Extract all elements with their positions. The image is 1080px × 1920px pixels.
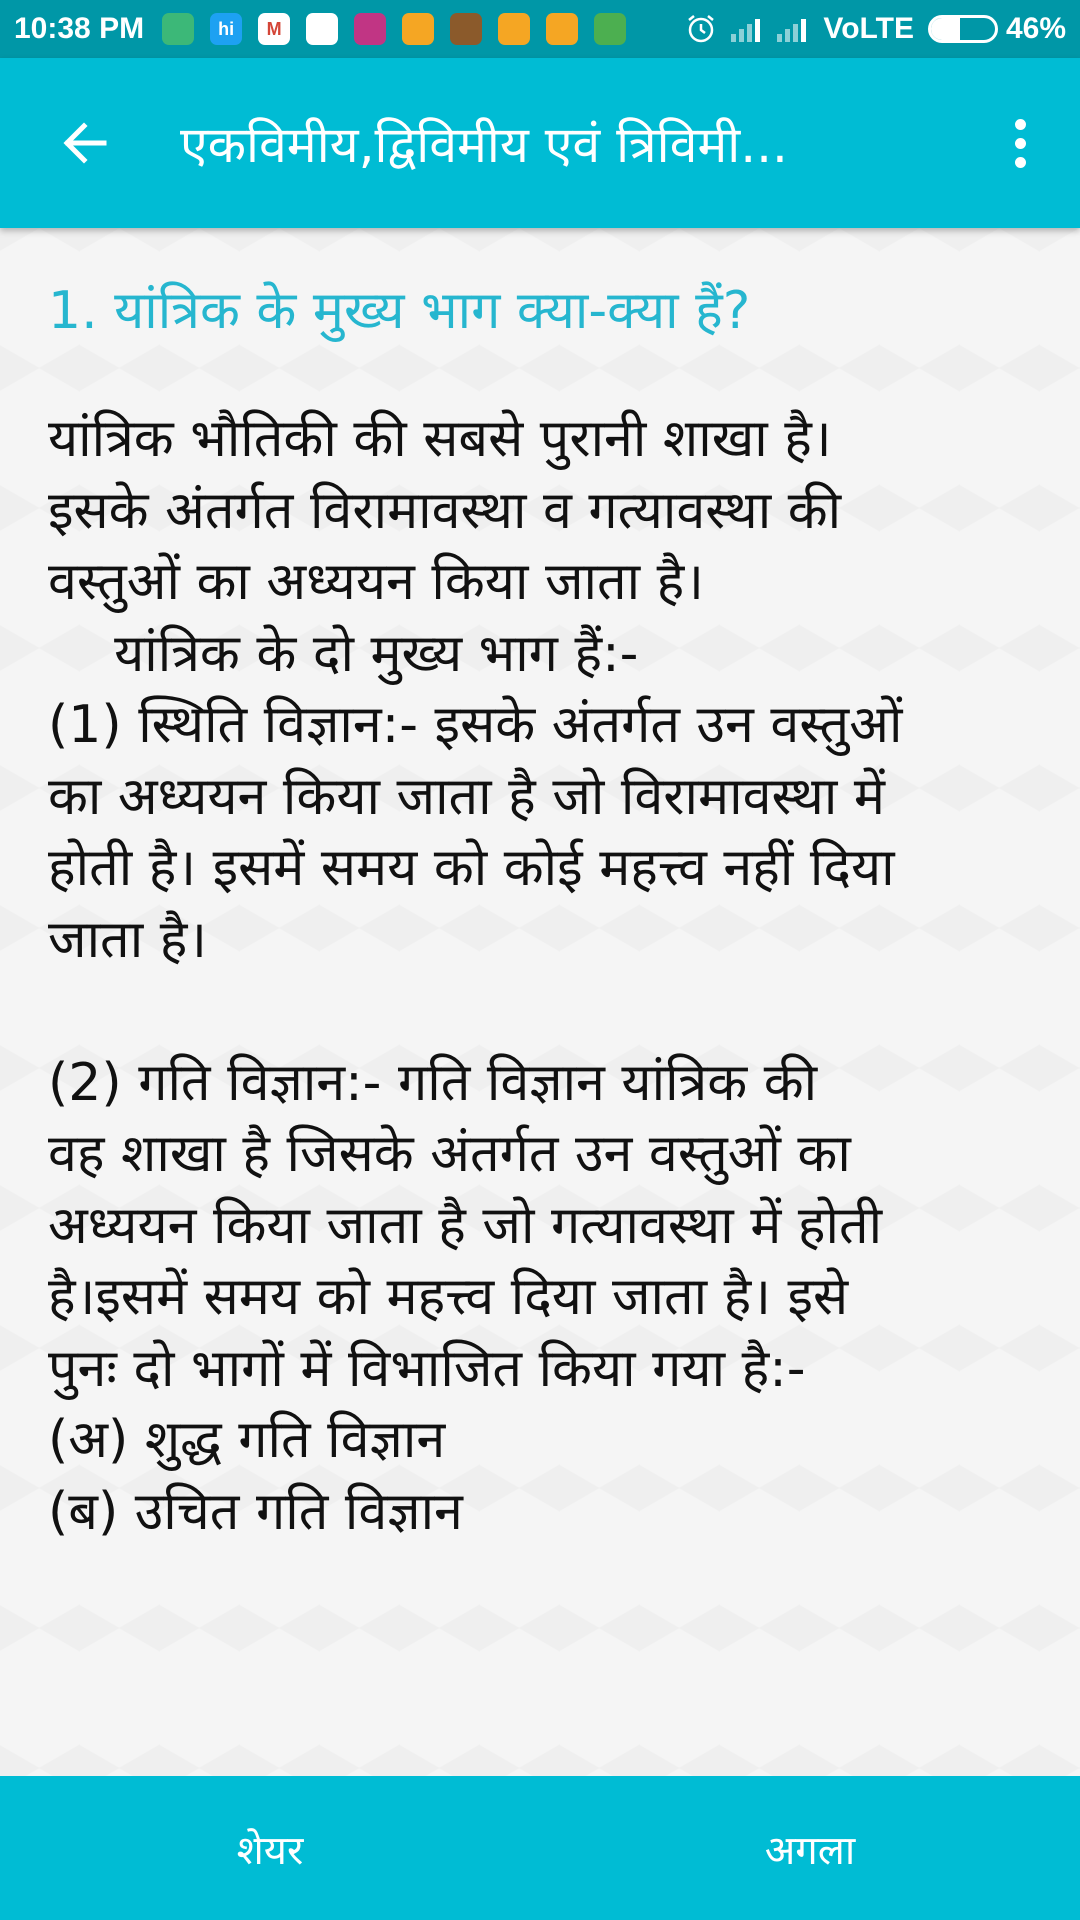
answer-line: यांत्रिक भौतिकी की सबसे पुरानी शाखा है। <box>48 409 832 469</box>
back-button[interactable] <box>40 98 130 188</box>
instagram-icon <box>354 13 386 45</box>
answer-line: है।इसमें समय को महत्त्व दिया जाता है। इसे <box>48 1267 849 1327</box>
status-time: 10:38 PM <box>14 12 145 45</box>
answer-line: (2) गति विज्ञान:- गति विज्ञान यांत्रिक की <box>48 1052 818 1113</box>
answer-line: अध्ययन किया जाता है जो गत्यावस्था में होती <box>48 1195 883 1256</box>
answer-line: का अध्ययन किया जाता है जो विरामावस्था में <box>48 766 885 827</box>
status-bar <box>0 0 1080 58</box>
page-title: एकविमीय,द्विविमीय एवं त्रिविमी... <box>180 116 788 174</box>
chat-bubble-icon <box>546 13 578 45</box>
next-label: अगला <box>764 1827 856 1874</box>
answer-line: जाता है। <box>48 909 208 970</box>
answer-line: वह शाखा है जिसके अंतर्गत उन वस्तुओं का <box>48 1124 851 1184</box>
battery-fill <box>931 18 960 40</box>
notification-icons <box>162 13 642 45</box>
hike-messenger-icon: hi <box>210 13 242 45</box>
answer-line: वस्तुओं का अध्ययन किया जाता है। <box>48 552 704 612</box>
network-type: VoLTE <box>823 12 914 45</box>
answer-line: (1) स्थिति विज्ञान:- इसके अंतर्गत उन वस्तुओं <box>48 695 903 755</box>
answer-line: इसके अंतर्गत विरामावस्था व गत्यावस्था की <box>48 480 842 541</box>
phone-icon <box>306 13 338 45</box>
status-right-group <box>671 12 1066 46</box>
answer-line: यांत्रिक के दो मुख्य भाग हैं:- <box>48 623 639 684</box>
contact-avatar-icon <box>450 13 482 45</box>
chat-bubble-icon <box>498 13 530 45</box>
share-button[interactable] <box>0 1776 540 1920</box>
question-heading: 1. यांत्रिक के मुख्य भाग क्या-क्या हैं? <box>48 281 751 341</box>
answer-line: पुनः दो भागों में विभाजित किया गया है:- <box>48 1338 806 1399</box>
app-bar <box>0 58 1080 228</box>
chat-bubble-icon <box>402 13 434 45</box>
answer-line: (ब) उचित गति विज्ञान <box>48 1481 463 1542</box>
answer-line: (अ) शुद्ध गति विज्ञान <box>48 1410 446 1470</box>
green-app-icon <box>594 13 626 45</box>
gmail-icon: M <box>258 13 290 45</box>
alarm-icon <box>685 13 717 45</box>
answer-line <box>48 976 1032 1048</box>
more-vert-icon <box>1015 119 1026 130</box>
answer-body <box>48 404 1032 1548</box>
battery-icon <box>928 15 998 43</box>
battery-percent: 46% <box>1005 12 1066 45</box>
bottom-bar <box>0 1776 1080 1920</box>
shield-app-icon <box>162 13 194 45</box>
more-options-button[interactable] <box>1000 98 1040 188</box>
arrow-left-icon <box>58 116 112 170</box>
answer-line: होती है। इसमें समय को कोई महत्त्व नहीं दिया <box>48 838 895 898</box>
signal-strength-icon <box>777 16 809 42</box>
signal-strength-icon <box>731 16 763 42</box>
next-button[interactable] <box>540 1776 1080 1920</box>
share-label: शेयर <box>236 1827 304 1874</box>
article-content[interactable] <box>0 228 1080 1776</box>
